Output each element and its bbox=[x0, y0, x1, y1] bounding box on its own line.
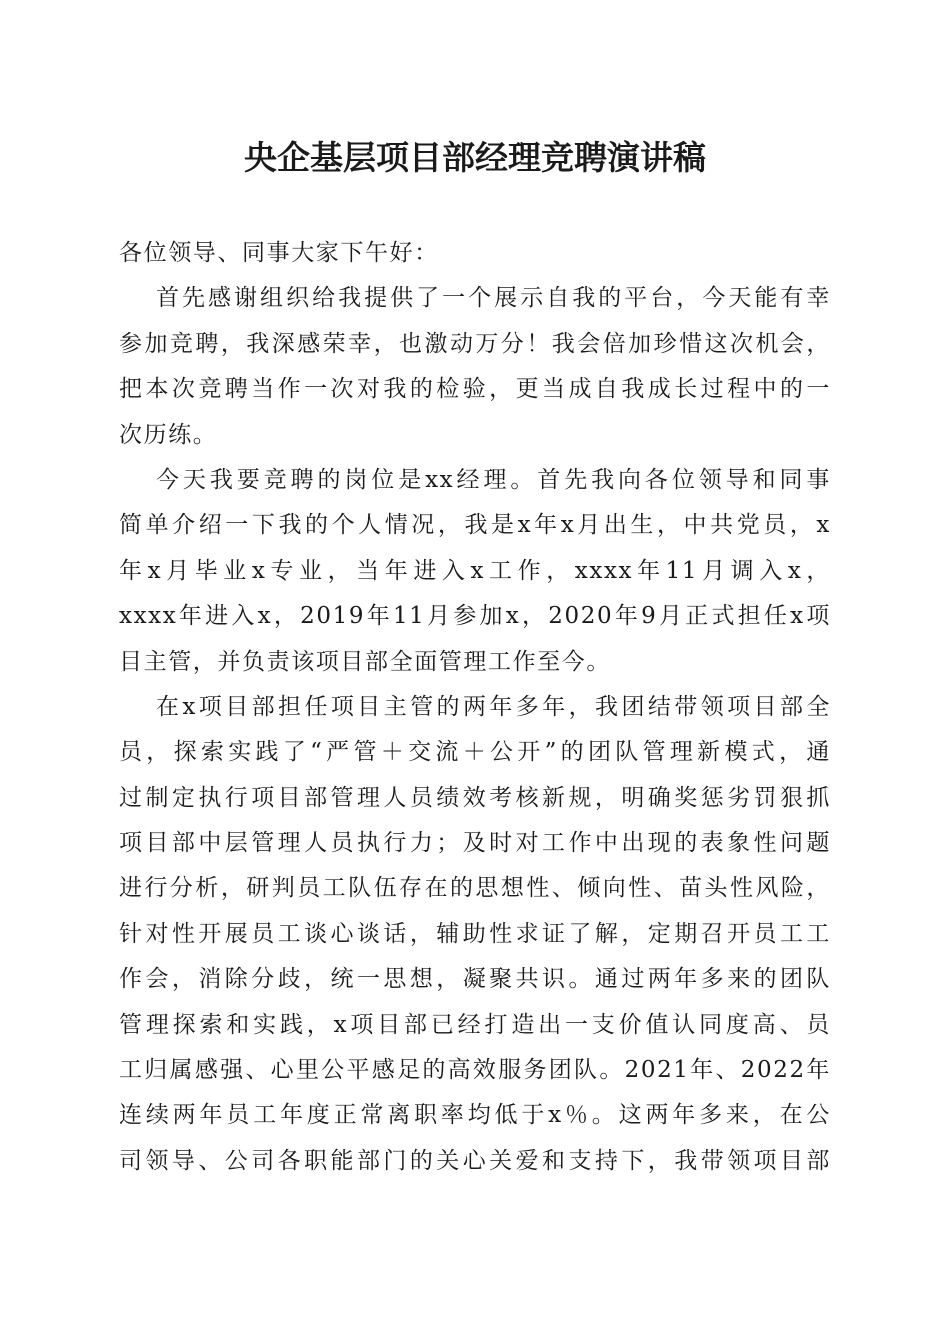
paragraph-line: 今天我要竞聘的岗位是xx经理。首先我向各位领导和同事 bbox=[156, 466, 831, 493]
greeting-line: 各位领导、同事大家下午好： bbox=[119, 240, 439, 266]
paragraph-line: 首先感谢组织给我提供了一个展示自我的平台，今天能有幸 bbox=[156, 285, 831, 312]
paragraph-line: 工归属感强、心里公平感足的高效服务团队。2021年、2022年 bbox=[119, 1057, 831, 1084]
paragraph-line: 年x月毕业x专业，当年进入x工作，xxxx年11月调入x， bbox=[119, 557, 831, 584]
paragraph-line: 针对性开展员工谈心谈话，辅助性求证了解，定期召开员工工 bbox=[119, 920, 831, 947]
paragraph-line: 连续两年员工年度正常离职率均低于x％。这两年多来，在公 bbox=[119, 1102, 831, 1129]
paragraph-line: 进行分析，研判员工队伍存在的思想性、倾向性、苗头性风险， bbox=[119, 875, 831, 902]
paragraph-line: 参加竞聘，我深感荣幸，也激动万分！我会倍加珍惜这次机会， bbox=[119, 330, 831, 357]
paragraph-line: 目主管，并负责该项目部全面管理工作至今。 bbox=[119, 648, 611, 675]
paragraph-line: 员，探索实践了“严管＋交流＋公开”的团队管理新模式，通 bbox=[119, 739, 831, 766]
document-body bbox=[119, 231, 831, 1184]
paragraph-line: 司领导、公司各职能部门的关心关爱和支持下，我带领项目部 bbox=[119, 1147, 831, 1174]
document-title: 央企基层项目部经理竞聘演讲稿 bbox=[244, 138, 706, 177]
paragraph-line: 把本次竞聘当作一次对我的检验，更当成自我成长过程中的一 bbox=[119, 376, 831, 403]
paragraph-line: xxxx年进入x，2019年11月参加x，2020年9月正式担任x项 bbox=[119, 603, 831, 630]
paragraph-line: 次历练。 bbox=[119, 421, 218, 448]
paragraph-line: 简单介绍一下我的个人情况，我是x年x月出生，中共党员，x bbox=[119, 512, 831, 539]
paragraph-line: 作会，消除分歧，统一思想，凝聚共识。通过两年多来的团队 bbox=[119, 966, 831, 993]
paragraph-line: 管理探索和实践，x项目部已经打造出一支价值认同度高、员 bbox=[119, 1011, 831, 1038]
paragraph-line: 过制定执行项目部管理人员绩效考核新规，明确奖惩劣罚狠抓 bbox=[119, 784, 831, 811]
paragraph-line: 项目部中层管理人员执行力；及时对工作中出现的表象性问题 bbox=[119, 830, 831, 857]
paragraph-line: 在x项目部担任项目主管的两年多年，我团结带领项目部全 bbox=[156, 693, 831, 720]
